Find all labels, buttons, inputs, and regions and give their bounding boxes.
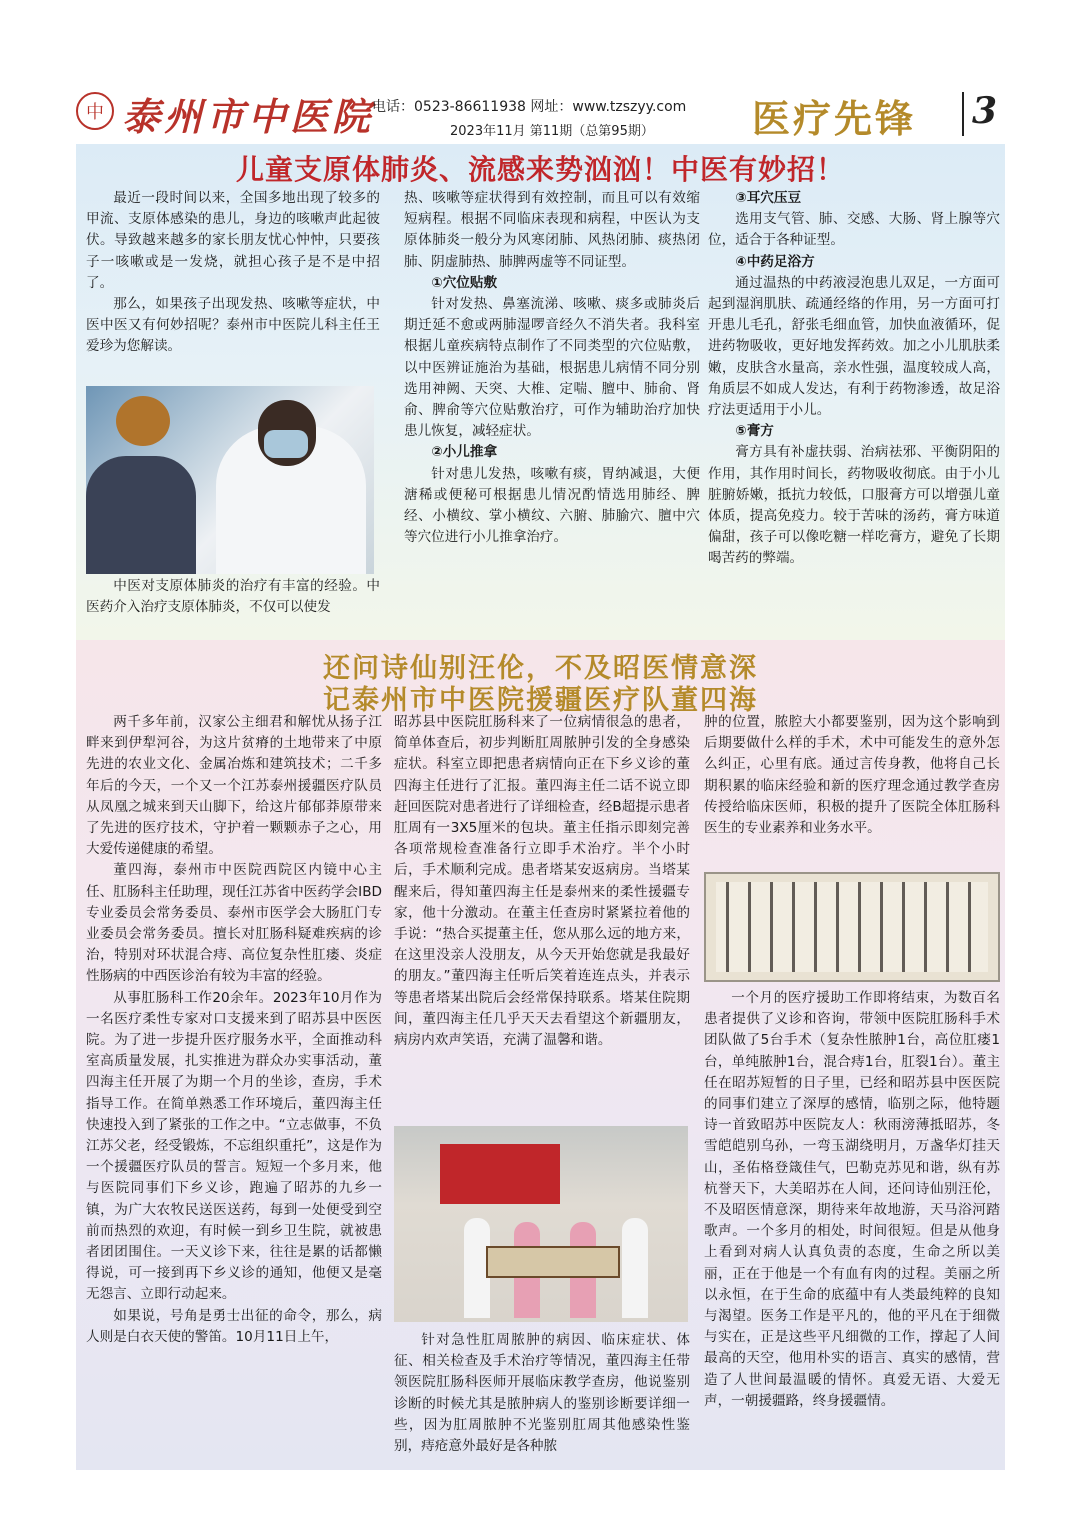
article-column (86, 712, 382, 1348)
article-title: 还问诗仙别汪伦，不及昭医情意深 (323, 653, 758, 684)
article-column (86, 188, 380, 358)
masthead (0, 0, 1080, 145)
paragraph: 中医对支原体肺炎的治疗有丰富的经验。中医药介入治疗支原体肺炎，不仅可以使发 (86, 578, 380, 616)
paragraph: 热、咳嗽等症状得到有效控制，而且可以有效缩短病程。根据不同临床表现和病程，中医认为支原体肺炎一般分为风寒闭肺、风热闭肺、痰热闭肺、阴虚肺热、肺脾两虚等不同证型。 (404, 190, 700, 270)
group-photo (394, 1126, 688, 1322)
doctor-examining-child-photo (86, 386, 374, 574)
page-number: 3 (972, 90, 998, 132)
paragraph: 董四海，泰州市中医院西院区内镜中心主任、肛肠科主任助理，现任江苏省中医药学会IBD专业委员会常务委员、泰州市医学会大肠肛门专业委员会常务委员。擅长对肛肠科疑难疾病的诊治，特别对环状混合痔、高位复杂性肛瘘、炎症性肠病的中西医诊治有较为丰富的经验。 (86, 862, 382, 985)
article-column (704, 712, 1000, 839)
subheading: ②小儿推拿 (431, 444, 498, 461)
paragraph: 昭苏县中医院肛肠科来了一位病情很急的患者，简单体查后，初步判断肛周脓肿引发的全身感染症状。科室立即把患者病情向正在下乡义诊的董四海主任进行了汇报。董四海主任二话不说立即赶回医院对患者进行了详细检查，经B超提示患者肛周有一3X5厘米的包块。董主任指示即刻完善各项常规检查准备行立即手术治疗。半个小时后，手术顺利完成。患者塔某安返病房。当塔某醒来后，得知董四海主任是泰州来的柔性援疆专家，他十分激动。在董主任查房时紧紧拉着他的手说：“热合买提董主任，您从那么远的地方来，在这里没亲人没朋友，从今天开始您就是我最好的朋友。”董四海主任听后笑着连连点头，并表示等患者塔某出院后会经常保持联系。塔某住院期间，董四海主任几乎天天去看望这个新疆朋友，病房内欢声笑语，充满了温馨和谐。 (394, 714, 690, 1049)
hospital-name: 泰州市中医院 (122, 94, 375, 139)
paragraph: 针对患儿发热，咳嗽有痰，胃纳减退，大便溏稀或便秘可根据患儿情况酌情选用肺经、脾经、小横纹、掌小横纹、六腑、肺腧穴、膻中穴等穴位进行小儿推拿治疗。 (404, 465, 700, 546)
paragraph: 最近一段时间以来，全国多地出现了较多的甲流、支原体感染的患儿，身边的咳嗽声此起彼伏。导致越来越多的家长朋友忧心忡忡，只要孩子一咳嗽或是一发烧，就担心孩子是不是中招了。 (86, 190, 380, 291)
article-column (404, 188, 700, 548)
header-divider (962, 92, 964, 136)
subheading: ⑤膏方 (735, 423, 774, 440)
article-column (394, 1330, 690, 1457)
article-column (86, 576, 380, 618)
paragraph: 两千多年前，汉家公主细君和解忧从扬子江畔来到伊犁河谷，为这片贫瘠的土地带来了中原先进的农业文化、金属冶炼和建筑技术；二千多年后的今天，一个又一个江苏泰州援疆医疗队员从凤凰之城来到天山脚下，给这片郁郁莽原带来了先进的医疗技术，守护着一颗颗赤子之心，用大爱传递健康的希望。 (86, 714, 382, 858)
article-column (704, 988, 1000, 1412)
article-title: 儿童支原体肺炎、流感来势汹汹！中医有妙招！ (235, 153, 845, 186)
section-title: 医疗先锋 (752, 96, 917, 141)
paragraph: 针对急性肛周脓肿的病因、临床症状、体征、相关检查及手术治疗等情况，董四海主任带领医院肛肠科医师开展临床教学查房，他说鉴别诊断的时候尤其是脓肿病人的鉴别诊断要详细一些，因为肛周脓肿不光鉴别肛周其他感染性鉴别，痔疮意外最好是各种脓 (394, 1332, 690, 1455)
subheading: ③耳穴压豆 (735, 190, 802, 206)
paragraph: 一个月的医疗援助工作即将结束，为数百名患者提供了义诊和咨询，带领中医院肛肠科手术团队做了5台手术（复杂性脓肿1台，高位肛瘘1台，单纯脓肿1台，混合痔1台，肛裂1台）。董主任在昭苏短暂的日子里，已经和昭苏县中医医院的同事们建立了深厚的感情，临别之际，他特题诗一首致昭苏中医院友人：秋雨滂薄抵昭苏，冬雪皑皑别乌孙，一弯玉湖绕明月，万盏华灯挂天山，圣佑格登箴佳气，巴勒克苏见和谐，纵有苏杭誉天下，大美昭苏在人间，还问诗仙别汪伦，不及昭医情意深，期待来年故地游，天马浴河踏歌声。一个多月的相处，时间很短。但是从他身上看到对病人认真负责的态度，生命之所以美丽，正在于他是一个有血有肉的过程。美丽之所以永恒，在于生命的底蕴中有人类最纯粹的良知与渴望。医务工作是平凡的，他的平凡在于细微与实在，正是这些平凡细微的工作，撑起了人间最高的天空，他用朴实的语言、真实的感情，营造了人世间最温暖的情怀。真爱无语、大爱无声，一朝援疆路，终身援疆情。 (704, 990, 1000, 1409)
hospital-logo-icon: 中 (76, 92, 114, 130)
issue-info: 2023年11月 第11期（总第95期） (450, 124, 654, 139)
paragraph: 选用支气管、肺、交感、大肠、肾上腺等穴位，适合于各种证型。 (708, 211, 1000, 249)
article-column (708, 188, 1000, 570)
article-column (394, 712, 690, 1051)
article-xinjiang-medical-team (76, 640, 1005, 1470)
paragraph: 那么，如果孩子出现发热、咳嗽等症状，中医中医又有何妙招呢？泰州市中医院儿科主任王爱珍为您解读。 (86, 296, 380, 355)
paragraph: 针对发热、鼻塞流涕、咳嗽、痰多或肺炎后期迁延不愈或两肺湿啰音经久不消失者。我科室根据儿童疾病特点制作了不同类型的穴位贴敷，以中医辨证施治为基础，根据患儿病情不同分别选用神阙、天突、大椎、定喘、膻中、肺俞、肾俞、脾俞等穴位贴敷治疗，可作为辅助治疗加快患儿恢复，减轻症状。 (404, 296, 700, 440)
paragraph: 如果说，号角是勇士出征的命令，那么，病人则是白衣天使的警笛。10月11日上午， (86, 1307, 382, 1345)
paragraph: 通过温热的中药液浸泡患儿双足，一方面可起到湿润肌肤、疏通经络的作用，另一方面可打开患儿毛孔，舒张毛细血管，加快血液循环，促进药物吸收，更好地发挥药效。加之小儿肌肤柔嫩，皮肤含水量高，亲水性强，温度较成人高，角质层不如成人发达，有利于药物渗透，故足浴疗法更适用于小儿。 (708, 274, 1000, 419)
contact-info: 电话：0523-86611938 网址：www.tzszyy.com (372, 99, 687, 115)
paragraph: 膏方具有补虚扶弱、治病祛邪、平衡阴阳的作用，其作用时间长，药物吸收彻底。由于小儿脏腑娇嫩，抵抗力较低，口服膏方可以增强儿童体质，提高免疫力。较于苦味的汤药，膏方味道偏甜，孩子可以像吃糖一样吃膏方，避免了长期喝苦药的弊端。 (708, 444, 1000, 567)
paragraph: 肿的位置，脓腔大小都要鉴别，因为这个影响到后期要做什么样的手术，术中可能发生的意外怎么纠正，心里有底。通过言传身教，他将自己长期积累的临床经验和新的医疗理念通过教学查房传授给临床医师，积极的提升了医院全体肛肠科医生的专业素养和业务水平。 (704, 714, 1000, 837)
article-subtitle: 记泰州市中医院援疆医疗队董四海 (323, 685, 758, 716)
paragraph: 从事肛肠科工作20余年。2023年10月作为一名医疗柔性专家对口支援来到了昭苏县中医医院。为了进一步提升医疗服务水平，全面推动科室高质量发展，扎实推进为群众办实事活动，董四海主任开展了为期一个月的坐诊，查房，手术指导工作。在简单熟悉工作环境后，董四海主任快速投入到了紧张的工作之中。“立志做事，不负江苏父老，经受锻炼，不忘组织重托”，这是作为一个援疆医疗队员的誓言。短短一个多月来，他与医院同事们下乡义诊，跑遍了昭苏的九乡一镇，为广大农牧民送医送药，每到一处便受到空前而热烈的欢迎，有时候一到乡卫生院，就被患者团团围住。一天义诊下来，往往是累的话都懒得说，可一接到再下乡义诊的通知，他便又是毫无怨言、立即行动起来。 (86, 989, 382, 1303)
calligraphy-scroll-photo (704, 872, 1000, 982)
subheading: ①穴位贴敷 (431, 274, 498, 291)
article-pneumonia (76, 144, 1005, 640)
subheading: ④中药足浴方 (735, 253, 815, 270)
